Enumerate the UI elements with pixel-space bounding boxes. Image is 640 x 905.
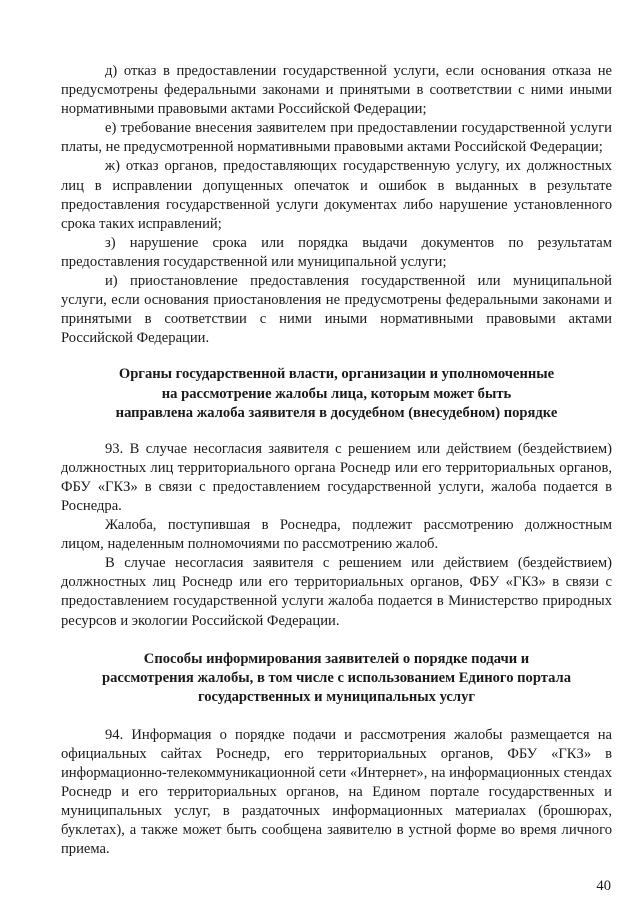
paragraph-item-e: е) требование внесения заявителем при предоставлении государственной услуги платы, не предусмотренной нормативными правовыми актами Российской Федерации; bbox=[61, 120, 612, 156]
heading-line: государственных и муниципальных услуг bbox=[197, 688, 476, 705]
heading-line: Органы государственной власти, организации и уполномоченные bbox=[118, 366, 555, 383]
section-heading-complaint-bodies bbox=[61, 365, 612, 422]
paragraph-item-z: з) нарушение срока или порядка выдачи документов по результатам предоставления государственной или муниципальной услуги; bbox=[61, 234, 612, 270]
heading-line: рассмотрения жалобы, в том числе с использованием Единого портала bbox=[101, 669, 572, 686]
paragraph-ministry-appeal: В случае несогласия заявителя с решением или действием (бездействием) должностных лиц Роснедр или его территориальных органов, ФБУ «ГКЗ» в связи с предоставлением государственной услуги жалоба подается в Министерство природных ресурсов и экологии Российской Федерации. bbox=[61, 555, 612, 629]
paragraph-item-d: д) отказ в предоставлении государственной услуги, если основания отказа не предусмотрены федеральными законами и принятыми в соответствии с ними иными нормативными правовыми актами Российской Федерации; bbox=[61, 63, 612, 118]
heading-line: на рассмотрение жалобы лица, которым может быть bbox=[161, 385, 512, 402]
paragraph-94: 94. Информация о порядке подачи и рассмотрения жалобы размещается на официальных сайтах Роснедр, его территориальных органов, ФБУ «ГКЗ» в информационно-телекоммуникационной сети «Интернет», на информационных стендах Роснедр и его территориальных органов, на Едином портале государственных и муниципальных услуг, в раздаточных информационных материалах (брошюрах, буклетах), а также может быть сообщена заявителю в устной форме во время личного приема. bbox=[61, 726, 612, 858]
paragraph-complaint-review: Жалоба, поступившая в Роснедра, подлежит рассмотрению должностным лицом, наделенным полномочиями по рассмотрению жалоб. bbox=[61, 517, 612, 553]
document-page bbox=[61, 62, 612, 860]
heading-line: Способы информирования заявителей о порядке подачи и bbox=[143, 650, 530, 667]
paragraph-item-zh: ж) отказ органов, предоставляющих государственную услугу, их должностных лиц в исправлении допущенных опечаток и ошибок в выданных в результате предоставления государственной услуги документах либо нарушение установленного срока таких исправлений; bbox=[61, 158, 612, 232]
paragraph-93: 93. В случае несогласия заявителя с решением или действием (бездействием) должностных лиц территориального органа Роснедр или его территориальных органов, ФБУ «ГКЗ» в связи с предоставлением государственной услуги, жалоба подается в Роснедра. bbox=[61, 440, 612, 514]
page-number: 40 bbox=[596, 878, 611, 894]
paragraph-item-i: и) приостановление предоставления государственной или муниципальной услуги, если основания приостановления не предусмотрены федеральными законами и принятыми в соответствии с ними иными нормативными правовыми актами Российской Федерации. bbox=[61, 273, 612, 347]
heading-line: направлена жалоба заявителя в досудебном (внесудебном) порядке bbox=[115, 404, 558, 421]
section-heading-informing-methods bbox=[61, 650, 612, 707]
